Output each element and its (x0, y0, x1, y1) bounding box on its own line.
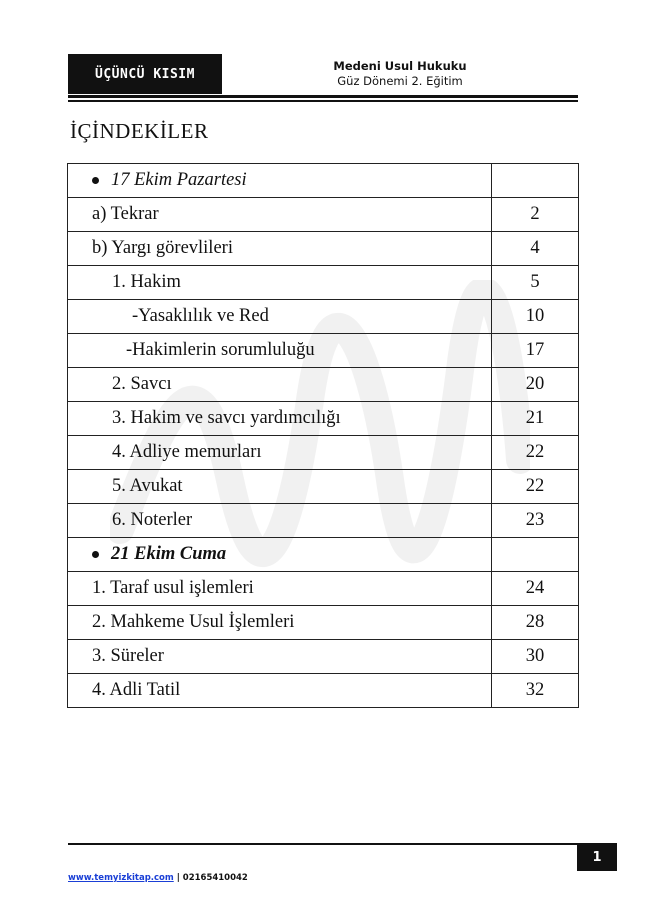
toc-row (68, 640, 579, 674)
toc-label-cell (68, 368, 492, 402)
toc-label-cell (68, 436, 492, 470)
toc-page-number: 22 (492, 436, 579, 470)
page-title: İÇİNDEKİLER (70, 119, 209, 143)
toc-row (68, 436, 579, 470)
toc-label-cell (68, 606, 492, 640)
toc-row (68, 538, 579, 572)
toc-label: -Hakimlerin sorumluluğu (126, 340, 315, 360)
toc-row (68, 606, 579, 640)
toc-row (68, 334, 579, 368)
toc-label-cell (68, 402, 492, 436)
toc-label: -Yasaklılık ve Red (132, 306, 269, 326)
toc-row (68, 674, 579, 708)
footer-rule (68, 843, 577, 845)
toc-label: 3. Süreler (92, 646, 164, 666)
page-number: 1 (577, 843, 617, 871)
course-title: Medeni Usul Hukuku (333, 59, 467, 73)
toc-page-number (492, 538, 579, 572)
phone-number: 02165410042 (182, 873, 248, 883)
toc-label: 1. Hakim (112, 272, 181, 292)
toc-label: 17 Ekim Pazartesi (111, 170, 247, 190)
toc-label: b) Yargı görevlileri (92, 238, 233, 258)
toc-page-number: 10 (492, 300, 579, 334)
course-header (300, 59, 500, 89)
toc-page-number: 17 (492, 334, 579, 368)
toc-row (68, 504, 579, 538)
bullet-icon (92, 551, 99, 558)
toc-label: 21 Ekim Cuma (111, 544, 227, 564)
toc-row (68, 402, 579, 436)
toc-label: 4. Adli Tatil (92, 680, 181, 700)
toc-page-number: 21 (492, 402, 579, 436)
toc-label-cell (68, 504, 492, 538)
toc-page-number: 32 (492, 674, 579, 708)
toc-row (68, 266, 579, 300)
toc-page-number: 5 (492, 266, 579, 300)
toc-label-cell (68, 572, 492, 606)
toc-label-cell (68, 674, 492, 708)
toc-label: a) Tekrar (92, 204, 159, 224)
course-subtitle: Güz Dönemi 2. Eğitim (337, 74, 463, 88)
website-link[interactable]: www.temyizkitap.com (68, 873, 174, 883)
bullet-icon (92, 177, 99, 184)
toc-page-number: 23 (492, 504, 579, 538)
toc-label: 3. Hakim ve savcı yardımcılığı (112, 408, 341, 428)
toc-page-number: 2 (492, 198, 579, 232)
toc-label-cell (68, 198, 492, 232)
toc-label-cell (68, 164, 492, 198)
toc-label: 6. Noterler (112, 510, 193, 530)
toc-page-number: 22 (492, 470, 579, 504)
toc-label: 2. Mahkeme Usul İşlemleri (92, 612, 295, 632)
toc-label: 2. Savcı (112, 374, 172, 394)
toc-row (68, 198, 579, 232)
footer-separator: | (173, 873, 183, 883)
toc-page-number (492, 164, 579, 198)
section-label: ÜÇÜNCÜ KISIM (68, 54, 222, 94)
toc-label: 4. Adliye memurları (112, 442, 262, 462)
toc-row (68, 232, 579, 266)
toc-label-cell (68, 300, 492, 334)
toc-page-number: 30 (492, 640, 579, 674)
toc-row (68, 300, 579, 334)
toc-label-cell (68, 266, 492, 300)
header-rule-top (68, 95, 578, 98)
toc-page-number: 28 (492, 606, 579, 640)
toc-label: 5. Avukat (112, 476, 183, 496)
toc-table (67, 163, 579, 708)
toc-row (68, 164, 579, 198)
toc-page-number: 4 (492, 232, 579, 266)
header-rule-bottom (68, 100, 578, 102)
toc-label: 1. Taraf usul işlemleri (92, 578, 254, 598)
footer-contact (68, 873, 248, 883)
toc-label-cell (68, 232, 492, 266)
toc-label-cell (68, 334, 492, 368)
toc-page-number: 20 (492, 368, 579, 402)
toc-row (68, 368, 579, 402)
toc-row (68, 470, 579, 504)
toc-label-cell (68, 470, 492, 504)
toc-page-number: 24 (492, 572, 579, 606)
toc-label-cell (68, 640, 492, 674)
toc-label-cell (68, 538, 492, 572)
toc-row (68, 572, 579, 606)
